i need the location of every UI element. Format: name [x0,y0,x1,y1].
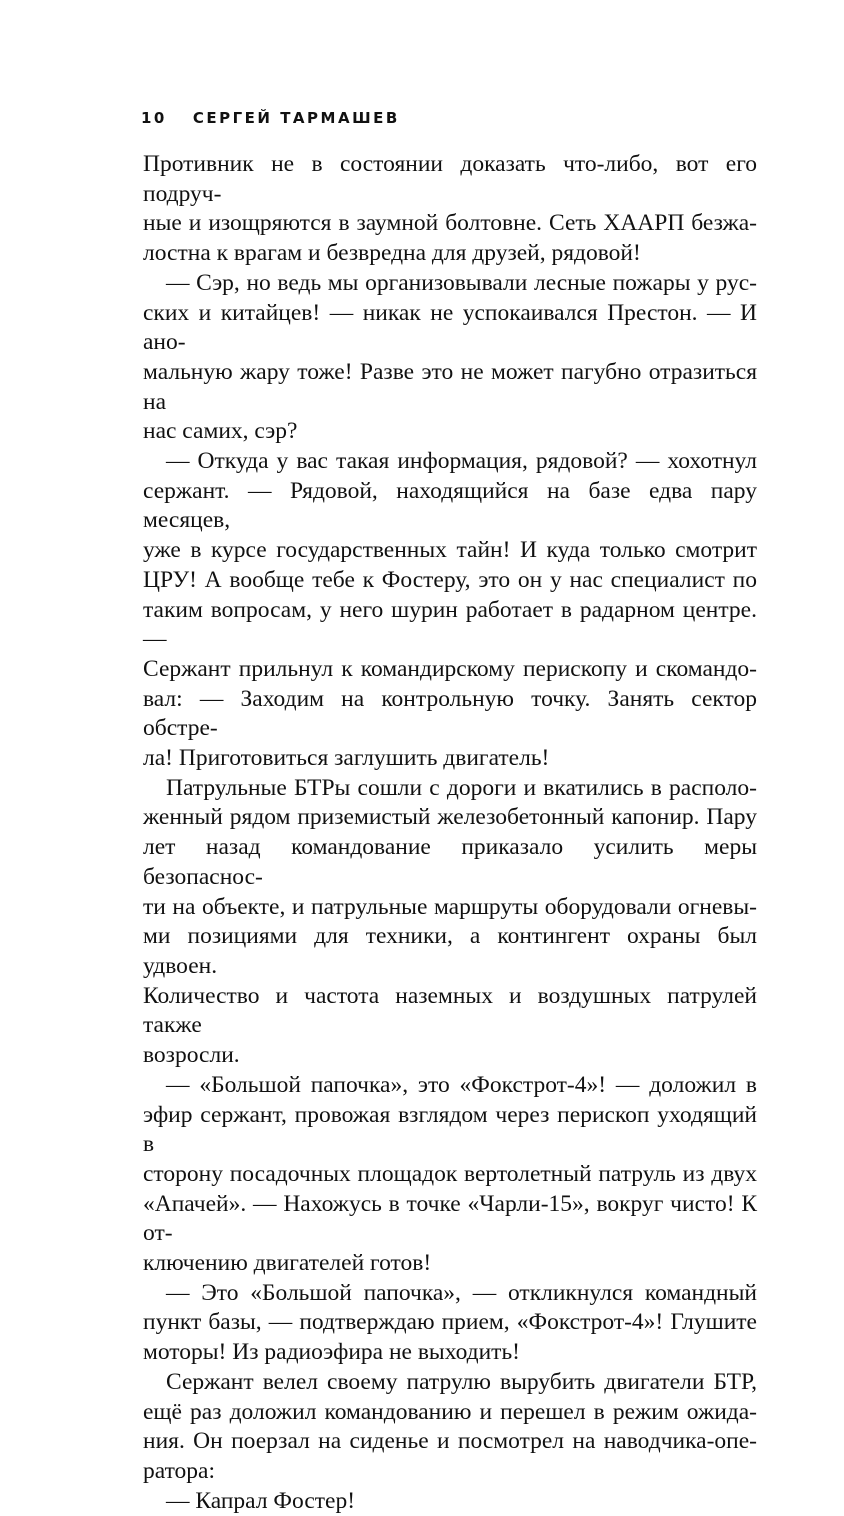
text-line: — Капрал Фостер! [166,1487,356,1514]
author-name: СЕРГЕЙ ТАРМАШЕВ [192,109,400,127]
paragraph [143,1368,757,1487]
text-line: мальную жару тоже! Разве это не может пагубно отразиться на [143,358,757,415]
text-line: Сержант велел своему патрулю вырубить двигатели БТР, [166,1368,757,1395]
paragraph [143,1279,757,1368]
text-line: сержант. — Рядовой, находящийся на базе едва пару месяцев, [143,477,757,534]
text-line: моторы! Из радиоэфира не выходить! [143,1339,520,1366]
text-line: — Это «Большой папочка», — откликнулся командный [166,1279,757,1306]
paragraph [143,1071,757,1279]
text-line: ния. Он поерзал на сиденье и посмотрел на наводчика-опе- [143,1428,757,1455]
text-line: Сержант прильнул к командирскому перископу и скомандо- [143,655,757,682]
text-line: вал: — Заходим на контрольную точку. Занять сектор обстре- [143,685,757,742]
text-line: женный рядом приземистый железобетонный капонир. Пару [143,804,757,831]
text-line: ные и изощряются в заумной болтовне. Сеть ХААРП безжа- [143,210,757,237]
paragraph [143,150,757,269]
text-line: возросли. [143,1042,240,1069]
page-number: 10 [141,109,167,127]
text-line: — Сэр, но ведь мы организовывали лесные пожары у рус- [166,269,757,296]
text-line: таким вопросам, у него шурин работает в радарном центре. — [143,596,757,653]
paragraph [143,1487,757,1516]
body-text [143,150,757,1516]
text-line: сторону посадочных площадок вертолетный патруль из двух [143,1160,757,1187]
text-line: лет назад командование приказало усилить меры безопаснос- [143,834,757,890]
text-line: «Апачей». — Нахожусь в точке «Чарли-15», вокруг чисто! К от- [143,1190,757,1247]
text-line: уже в курсе государственных тайн! И куда только смотрит [143,537,757,564]
text-line: Противник не в состоянии доказать что-либо, вот его подруч- [143,151,757,207]
text-line: ЦРУ! А вообще тебе к Фостеру, это он у нас специалист по [143,566,757,593]
text-line: ских и китайцев! — никак не успокаивался Престон. — И ано- [143,299,757,356]
text-line: ещё раз доложил командованию и перешел в режим ожида- [143,1398,757,1425]
text-line: — Откуда у вас такая информация, рядовой? — хохотнул [166,448,757,475]
text-line: ратора: [143,1457,215,1484]
paragraph [143,774,757,1071]
text-line: Патрульные БТРы сошли с дороги и вкатились в располо- [166,774,757,801]
text-line: эфир сержант, провожая взглядом через перископ уходящий в [143,1101,757,1158]
text-line: лостна к врагам и безвредна для друзей, рядовой! [143,240,641,267]
text-line: Количество и частота наземных и воздушных патрулей также [143,982,757,1039]
text-line: — «Большой папочка», это «Фокстрот-4»! — доложил в [166,1071,757,1098]
paragraph [143,447,757,774]
text-line: нас самих, сэр? [143,418,298,445]
text-line: пункт базы, — подтверждаю прием, «Фокстрот-4»! Глушите [143,1309,757,1336]
text-line: ключению двигателей готов! [143,1250,432,1277]
paragraph [143,269,757,447]
text-line: ти на объекте, и патрульные маршруты оборудовали огневы- [143,893,757,920]
text-line: ла! Приготовиться заглушить двигатель! [143,745,550,772]
running-header [141,109,400,127]
text-line: ми позициями для техники, а контингент охраны был удвоен. [143,923,757,979]
